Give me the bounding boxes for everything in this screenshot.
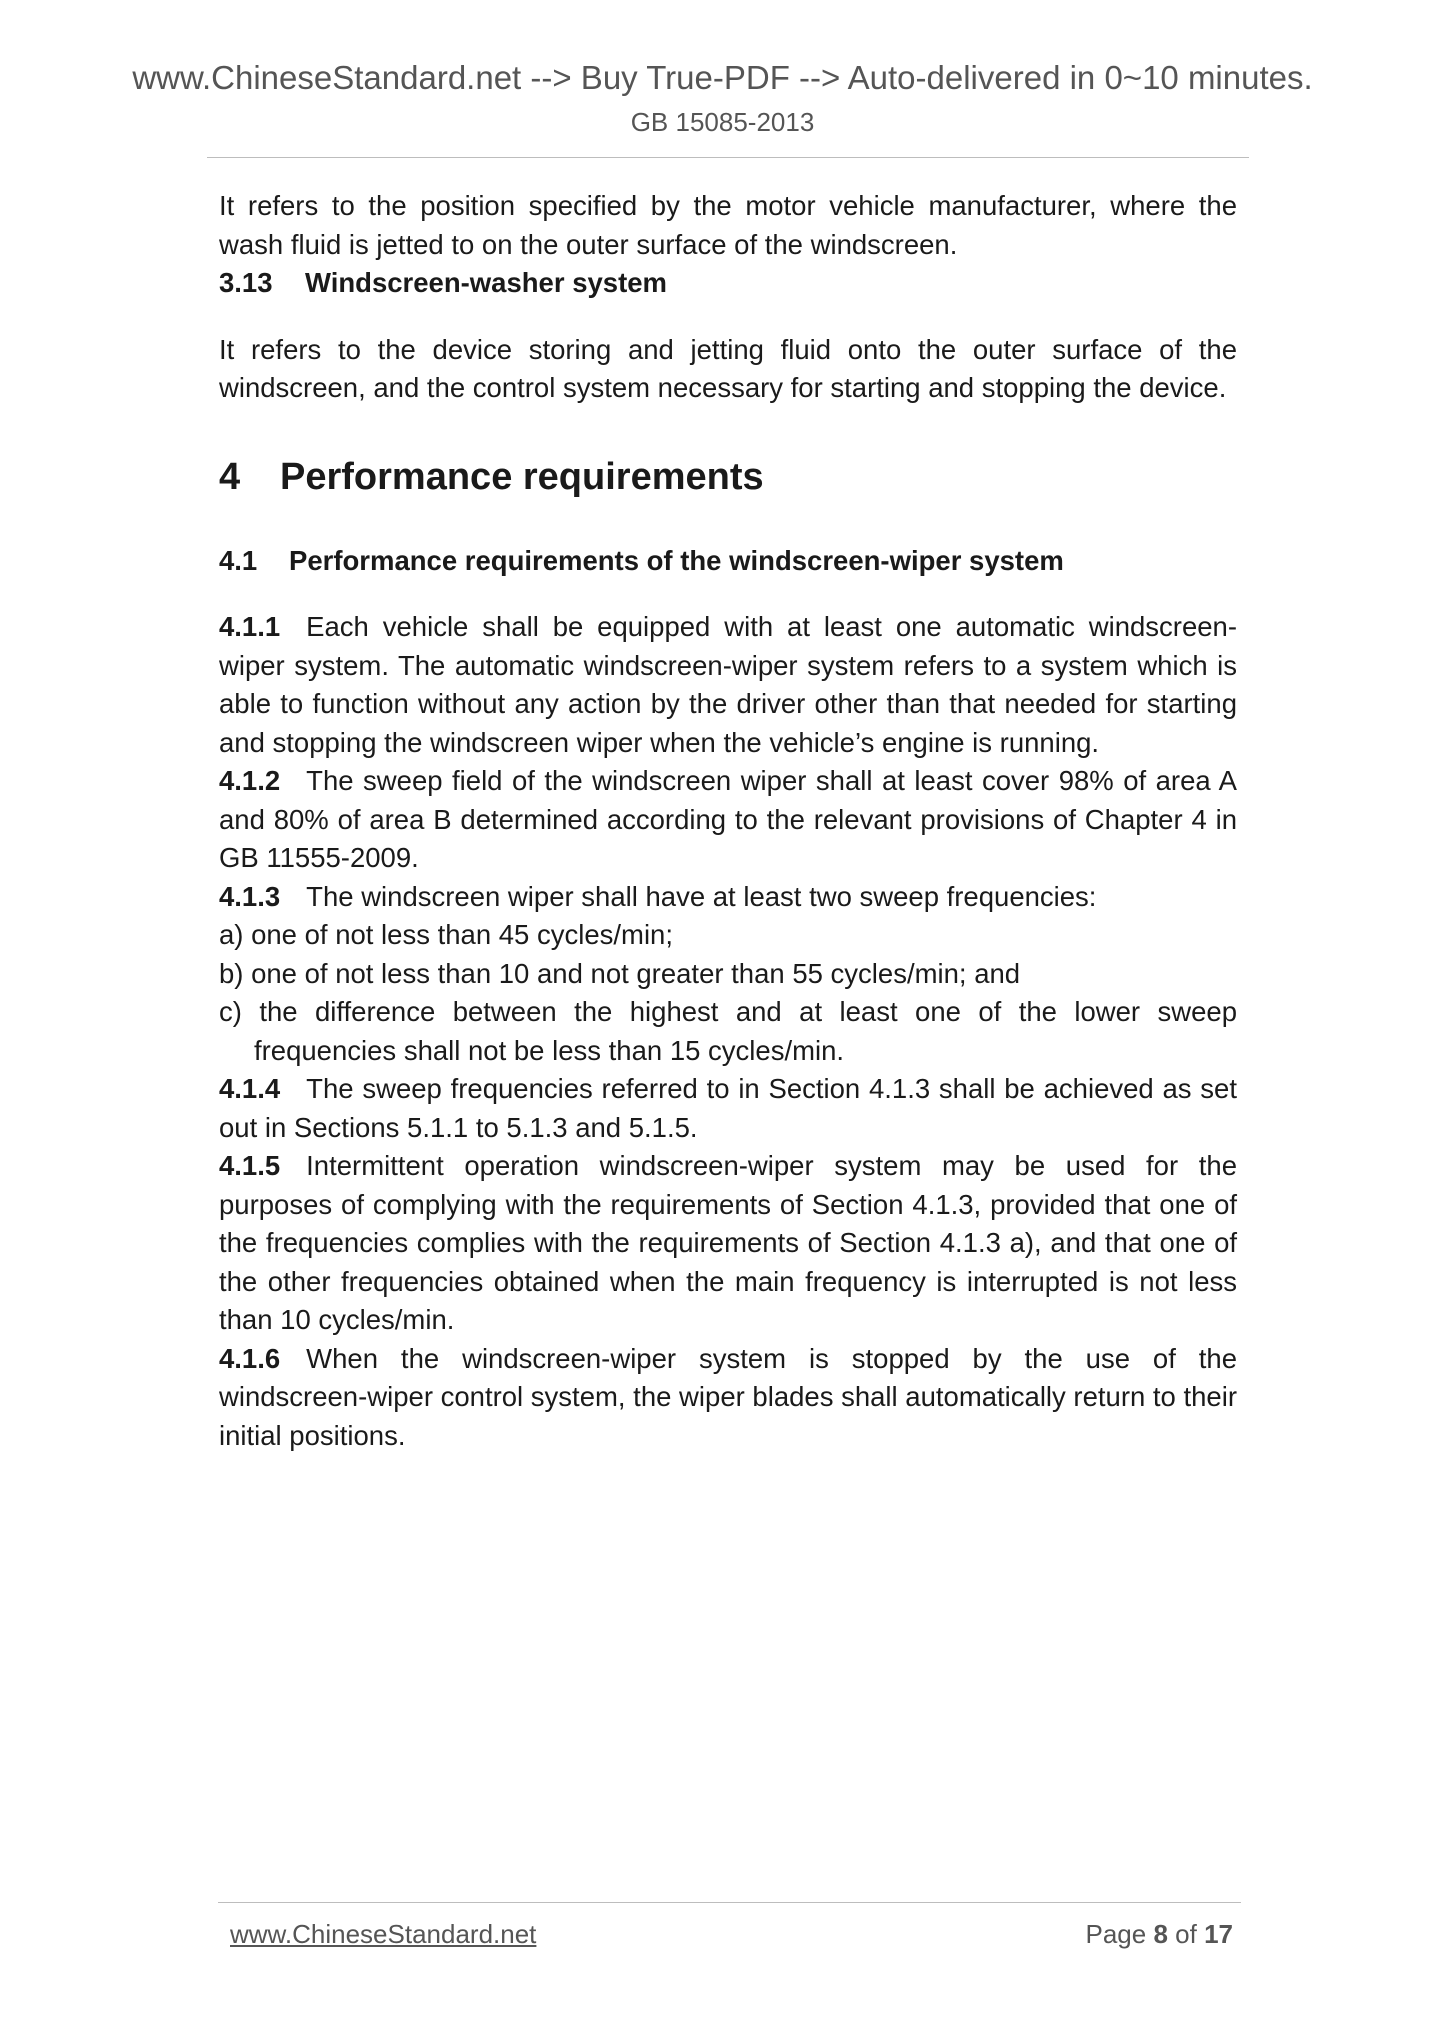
list-item-c: c) the difference between the highest and at least one of the lower sweep frequencies shall not be less than 15 cycles/min. bbox=[219, 996, 1237, 1066]
page-current: 8 bbox=[1153, 1919, 1168, 1949]
clause-text: When the windscreen-wiper system is stopped by the use of the windscreen-wiper control system, the wiper blades shall automatically return to their initial positions. bbox=[219, 1342, 1237, 1451]
clause-text: The sweep field of the windscreen wiper shall at least cover 98% of area A and 80% of area B determined according to the relevant provisions of Chapter 4 in GB 11555-2009. bbox=[219, 765, 1237, 873]
clause-number: 4.1.6 bbox=[219, 1342, 281, 1374]
clause-text: Intermittent operation windscreen-wiper system may be used for the purposes of complying with the requirements of Section 4.1.3, provided that one of the frequencies complies with the requirements of Section 4.1.3 a), and that one of the other frequencies obtained when the main frequency is interrupted is not less than 10 cycles/min. bbox=[219, 1150, 1237, 1335]
clause-4-1-1 bbox=[219, 608, 1237, 762]
clause-number: 4.1.1 bbox=[219, 611, 281, 642]
clause-4-1-2 bbox=[219, 762, 1237, 878]
clause-text: The windscreen wiper shall have at least two sweep frequencies: bbox=[306, 880, 1097, 912]
paragraph-3-13: It refers to the device storing and jetting fluid onto the outer surface of the windscreen, and the control system necessary for starting and stopping the device. bbox=[219, 333, 1237, 403]
page-content bbox=[219, 187, 1237, 1455]
footer-website-link[interactable]: www.ChineseStandard.net bbox=[230, 1919, 537, 1949]
clause-text: The sweep frequencies referred to in Section 4.1.3 shall be achieved as set out in Sections 5.1.1 to 5.1.3 and 5.1.5. bbox=[219, 1073, 1237, 1143]
page-indicator bbox=[1085, 1918, 1233, 1950]
list-item-a: a) one of not less than 45 cycles/min; bbox=[219, 919, 673, 950]
heading-number: 4.1 bbox=[219, 544, 258, 576]
header-divider bbox=[207, 157, 1249, 158]
clause-4-1-5 bbox=[219, 1147, 1237, 1340]
heading-title: Windscreen-washer system bbox=[305, 267, 667, 298]
clause-text: Each vehicle shall be equipped with at least one automatic windscreen-wiper system. The automatic windscreen-wiper system refers to a system which is able to function without any action by the driver other than that needed for starting and stopping the windscreen wiper when the vehicle’s engine is running. bbox=[219, 611, 1237, 758]
list-item-b: b) one of not less than 10 and not greater than 55 cycles/min; and bbox=[219, 957, 1021, 989]
intro-paragraph: It refers to the position specified by the motor vehicle manufacturer, where the wash fluid is jetted to on the outer surface of the windscreen. bbox=[219, 190, 1237, 260]
clause-4-1-6 bbox=[219, 1340, 1237, 1456]
heading-4 bbox=[219, 454, 1237, 500]
clause-number: 4.1.5 bbox=[219, 1150, 281, 1181]
document-id: GB 15085-2013 bbox=[630, 107, 815, 137]
clause-4-1-4 bbox=[219, 1070, 1237, 1147]
clause-4-1-3 bbox=[219, 878, 1237, 917]
page-of: of bbox=[1175, 1919, 1197, 1949]
clause-number: 4.1.3 bbox=[219, 880, 281, 912]
header-banner[interactable]: www.ChineseStandard.net --> Buy True-PDF --> Auto-delivered in 0~10 minutes. bbox=[132, 59, 1313, 96]
clause-number: 4.1.4 bbox=[219, 1073, 281, 1104]
clause-number: 4.1.2 bbox=[219, 765, 281, 796]
heading-title: Performance requirements bbox=[280, 455, 764, 498]
heading-number: 3.13 bbox=[219, 267, 273, 298]
heading-3-13 bbox=[219, 264, 1237, 303]
page-total: 17 bbox=[1204, 1919, 1233, 1949]
heading-4-1 bbox=[219, 542, 1237, 581]
heading-title: Performance requirements of the windscreen-wiper system bbox=[289, 544, 1064, 576]
footer-divider bbox=[218, 1902, 1241, 1903]
page-prefix: Page bbox=[1085, 1919, 1147, 1949]
heading-number: 4 bbox=[219, 455, 241, 498]
